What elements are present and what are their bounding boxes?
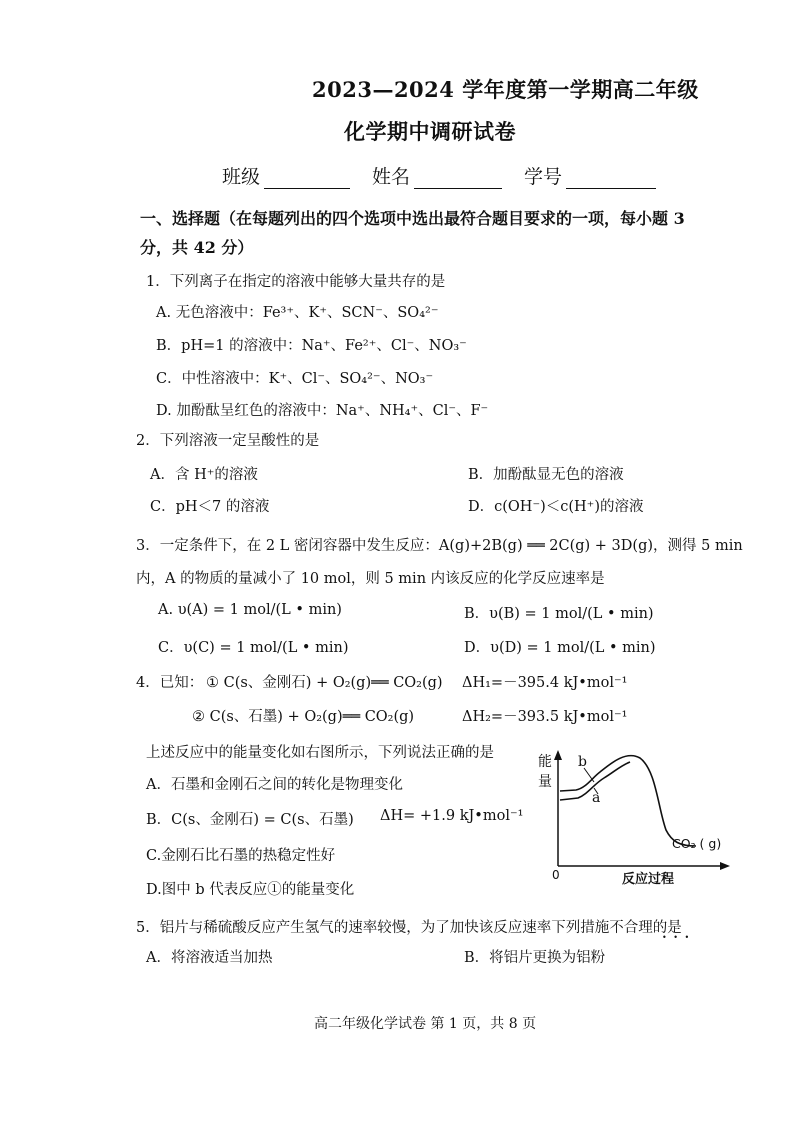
option-letter: B． bbox=[146, 812, 172, 828]
q3-stem-line1: 3．一定条件下，在 2 L 密闭容器中发生反应：A(g)+2B(g) ══ 2C(g) + 3D(g)，测得 5 min bbox=[136, 538, 743, 554]
q3-option-c[interactable] bbox=[158, 636, 348, 657]
q1-stem: 1．下列离子在指定的溶液中能够大量共存的是 bbox=[146, 274, 446, 290]
option-text: 将铝片更换为铝粉 bbox=[489, 950, 606, 966]
option-text: 图中 b 代表反应①的能量变化 bbox=[161, 882, 355, 898]
option-text: 中性溶液中：K⁺、Cl⁻、SO₄²⁻、NO₃⁻ bbox=[181, 371, 434, 387]
q4-equation-2: ② C(s、石墨) + O₂(g)══ CO₂(g) bbox=[192, 709, 415, 725]
q2-option-a[interactable] bbox=[150, 463, 258, 484]
q1-option-d[interactable] bbox=[156, 399, 488, 420]
section-heading-line2: 分，共 42 分） bbox=[140, 238, 254, 257]
option-letter: A. bbox=[158, 602, 174, 618]
option-text: 加酚酞呈红色的溶液中：Na⁺、NH₄⁺、Cl⁻、F⁻ bbox=[176, 403, 489, 419]
option-text: 石墨和金刚石之间的转化是物理变化 bbox=[170, 777, 403, 793]
option-text: pH=1 的溶液中：Na⁺、Fe²⁺、Cl⁻、NO₃⁻ bbox=[181, 338, 467, 354]
y-axis-arrow bbox=[554, 750, 562, 760]
origin-label: 0 bbox=[552, 868, 560, 882]
option-letter: C． bbox=[158, 640, 184, 656]
exam-title: 2023—2024 学年度第一学期高二年级 bbox=[312, 77, 699, 102]
section-heading-line1: 一、选择题（在每题列出的四个选项中选出最符合题目要求的一项，每小题 3 bbox=[140, 209, 685, 228]
product-label: CO₂ ( g) bbox=[672, 836, 722, 851]
q5-option-a[interactable] bbox=[146, 946, 272, 967]
class-field[interactable] bbox=[222, 162, 350, 189]
option-letter: A． bbox=[146, 950, 171, 966]
q1-option-a[interactable] bbox=[156, 301, 438, 322]
option-letter: B． bbox=[464, 606, 490, 622]
energy-label-line2: 量 bbox=[538, 774, 552, 790]
option-text: pH＜7 的溶液 bbox=[175, 499, 270, 515]
option-letter: D. bbox=[146, 882, 162, 898]
q3-stem-line2: 内，A 的物质的量减小了 10 mol，则 5 min 内该反应的化学反应速率是 bbox=[136, 571, 605, 587]
class-blank[interactable] bbox=[264, 170, 350, 189]
option-text: υ(D) = 1 mol/(L • min) bbox=[490, 640, 656, 656]
option-letter: C． bbox=[150, 499, 176, 515]
option-text: υ(A) = 1 mol/(L • min) bbox=[177, 602, 342, 618]
option-text: 金刚石比石墨的热稳定性好 bbox=[161, 848, 336, 864]
option-letter: A． bbox=[146, 777, 171, 793]
q4-enthalpy-2: ΔH₂=－393.5 kJ•mol⁻¹ bbox=[462, 709, 628, 725]
curve-a-label: a bbox=[592, 790, 601, 806]
q1-option-b[interactable] bbox=[156, 334, 467, 355]
option-letter: A． bbox=[150, 467, 175, 483]
q5-stem: 5．铝片与稀硫酸反应产生氢气的速率较慢，为了加快该反应速率下列措施不合理的是 bbox=[136, 920, 682, 936]
q4-stem: 4．已知： bbox=[136, 675, 204, 691]
name-label: 姓名 bbox=[372, 166, 411, 188]
q4-option-b-enthalpy: ΔH= +1.9 kJ•mol⁻¹ bbox=[380, 808, 524, 824]
option-letter: D． bbox=[468, 499, 495, 515]
option-text: υ(C) = 1 mol/(L • min) bbox=[183, 640, 349, 656]
label-b-pointer bbox=[584, 768, 594, 782]
q1-option-c[interactable] bbox=[156, 367, 433, 388]
option-text: υ(B) = 1 mol/(L • min) bbox=[489, 606, 654, 622]
q4-option-a[interactable] bbox=[146, 773, 403, 794]
option-text: 含 H⁺的溶液 bbox=[174, 467, 258, 483]
class-label: 班级 bbox=[222, 166, 261, 188]
option-text: C(s、金刚石) = C(s、石墨) bbox=[171, 812, 354, 828]
q4-option-d[interactable] bbox=[146, 878, 354, 899]
q4-equation-1: ① C(s、金刚石) + O₂(g)══ CO₂(g) bbox=[206, 675, 443, 691]
option-letter: C． bbox=[156, 371, 182, 387]
energy-label bbox=[538, 752, 552, 792]
q5-option-b[interactable] bbox=[464, 946, 605, 967]
name-field[interactable] bbox=[372, 162, 502, 189]
student-id-label: 学号 bbox=[524, 166, 563, 188]
energy-diagram bbox=[536, 748, 736, 888]
option-text: 加酚酞显无色的溶液 bbox=[493, 467, 624, 483]
name-blank[interactable] bbox=[414, 170, 502, 189]
x-axis-label: 反应过程 bbox=[622, 872, 675, 887]
option-letter: B． bbox=[156, 338, 182, 354]
q5-emphasis-dots: • • • bbox=[662, 933, 692, 942]
energy-label-line1: 能 bbox=[538, 754, 552, 770]
option-letter: A. bbox=[156, 305, 172, 321]
student-id-field[interactable] bbox=[524, 162, 656, 189]
option-letter: D. bbox=[156, 403, 172, 419]
q3-option-a[interactable] bbox=[158, 602, 342, 618]
option-letter: D． bbox=[464, 640, 491, 656]
option-letter: B． bbox=[468, 467, 494, 483]
option-letter: C. bbox=[146, 848, 162, 864]
q2-option-c[interactable] bbox=[150, 495, 269, 516]
curve-b-label: b bbox=[578, 754, 587, 770]
q2-option-d[interactable] bbox=[468, 495, 644, 516]
option-text: 将溶液适当加热 bbox=[170, 950, 273, 966]
q4-option-b[interactable] bbox=[146, 808, 354, 829]
option-letter: B． bbox=[464, 950, 490, 966]
q2-option-b[interactable] bbox=[468, 463, 624, 484]
exam-subtitle: 化学期中调研试卷 bbox=[344, 119, 516, 144]
option-text: c(OH⁻)＜c(H⁺)的溶液 bbox=[494, 499, 644, 515]
energy-diagram-svg bbox=[536, 748, 736, 888]
q4-lead: 上述反应中的能量变化如右图所示，下列说法正确的是 bbox=[146, 745, 494, 761]
option-text: 无色溶液中：Fe³⁺、K⁺、SCN⁻、SO₄²⁻ bbox=[175, 305, 439, 321]
q4-option-c[interactable] bbox=[146, 844, 335, 865]
page-footer: 高二年级化学试卷 第 1 页，共 8 页 bbox=[314, 1016, 537, 1032]
q4-enthalpy-1: ΔH₁=－395.4 kJ•mol⁻¹ bbox=[462, 675, 628, 691]
q3-option-d[interactable] bbox=[464, 636, 656, 657]
student-id-blank[interactable] bbox=[566, 170, 656, 189]
q2-stem: 2．下列溶液一定呈酸性的是 bbox=[136, 433, 320, 449]
x-axis-arrow bbox=[720, 862, 730, 870]
q3-option-b[interactable] bbox=[464, 602, 654, 623]
